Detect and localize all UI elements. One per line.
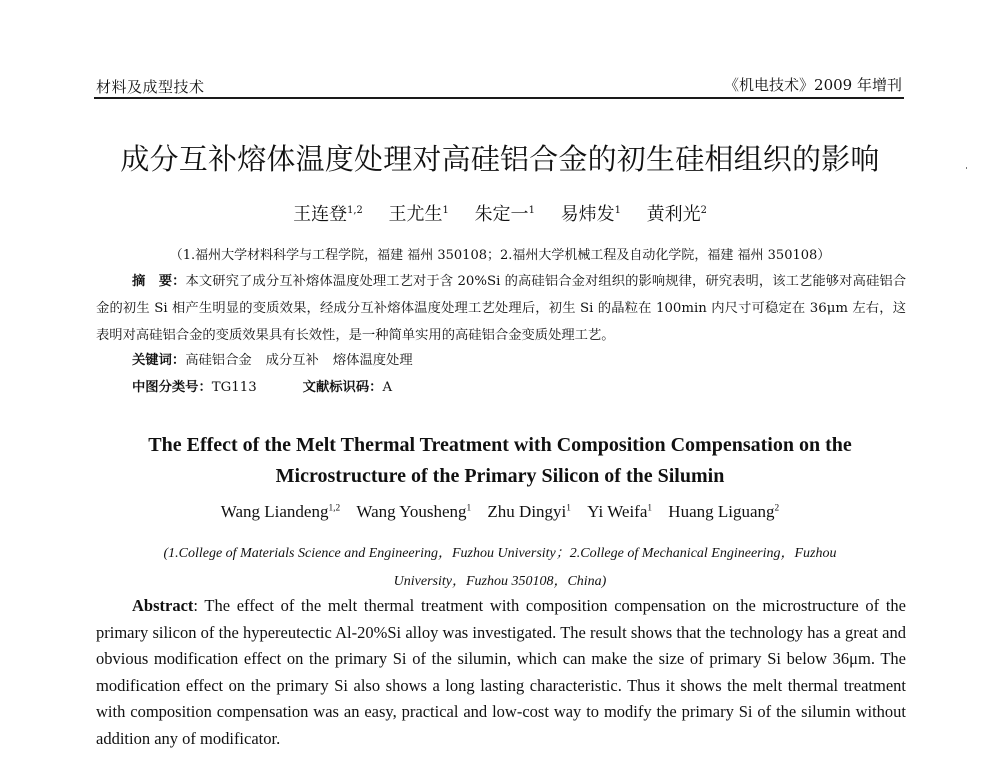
chinese-abstract-label: 摘 要： — [132, 274, 186, 289]
author-affiliation-mark: 1 — [466, 503, 472, 514]
clc-value: TG113 — [211, 380, 257, 395]
chinese-author — [389, 204, 449, 225]
author-name: 易炜发 — [560, 204, 615, 225]
chinese-author — [293, 204, 363, 225]
classification-line — [132, 376, 392, 395]
english-abstract-text: : The effect of the melt thermal treatment with composition compensation on the microstructure of the primary silicon of the hypereutectic Al-20%Si alloy was investigated. The result shows that the technology has a great and obvious modification effect on the primary Si of the silumin, which can make the size of primary Si below 36μm. The modification effect on the primary Si also shows a long lasting characteristic. Thus it shows the melt thermal treatment with composition compensation was an easy, practical and low-cost way to modify the primary Si of the silumin without addition any of modificator. — [96, 596, 906, 748]
author-name: Yi Weifa — [587, 502, 648, 521]
keyword: 高硅铝合金 — [185, 353, 252, 368]
running-header-journal: 《机电技术》2009 年增刊 — [724, 76, 902, 94]
author-name: 王尤生 — [388, 204, 443, 225]
chinese-keywords — [132, 349, 427, 368]
author-affiliation-mark: 2 — [774, 503, 780, 514]
author-name: 黄利光 — [646, 204, 701, 225]
english-title-line-1: The Effect of the Melt Thermal Treatment with Composition Compensation on the — [148, 434, 852, 456]
english-author — [587, 502, 652, 521]
english-affiliation: (1.College of Materials Science and Engineering，Fuzhou University；2.College of Mechanical Engineering，Fuzhou University，Fuzhou 350108，China) — [163, 546, 837, 589]
author-affiliation-mark: 1 — [647, 503, 653, 514]
english-title — [0, 430, 1000, 492]
chinese-abstract — [96, 268, 906, 349]
author-affiliation-mark: 1 — [566, 503, 571, 514]
keywords-label: 关键词： — [132, 353, 186, 368]
english-author — [356, 502, 471, 521]
author-affiliation-mark: 2 — [700, 205, 707, 216]
english-author — [668, 502, 779, 521]
author-name: Zhu Dingyi — [487, 502, 567, 521]
clc-label: 中图分类号： — [132, 380, 212, 395]
chinese-title: 成分互补熔体温度处理对高硅铝合金的初生硅相组织的影响 — [120, 142, 880, 176]
chinese-affiliation: （1.福州大学材料科学与工程学院，福建 福州 350108；2.福州大学机械工程及自动化学院，福建 福州 350108） — [169, 248, 831, 263]
english-abstract — [96, 593, 906, 752]
author-affiliation-mark: 1,2 — [328, 503, 341, 514]
header-rule — [94, 97, 904, 99]
author-affiliation-mark: 1,2 — [347, 205, 363, 216]
english-author-list — [0, 502, 1000, 522]
english-abstract-label: Abstract — [132, 596, 194, 615]
chinese-author-list — [0, 200, 1000, 226]
author-name: 朱定一 — [474, 204, 529, 225]
chinese-author — [647, 204, 707, 225]
chinese-author — [561, 204, 621, 225]
document-code-label: 文献标识码： — [302, 380, 383, 395]
author-affiliation-mark: 1 — [614, 205, 621, 216]
keyword: 熔体温度处理 — [332, 353, 413, 368]
author-affiliation-mark: 1 — [528, 205, 535, 216]
author-affiliation-mark: 1 — [442, 205, 449, 216]
keyword: 成分互补 — [265, 353, 319, 368]
author-name: Huang Liguang — [668, 502, 775, 521]
running-header-section: 材料及成型技术 — [96, 78, 205, 96]
document-code-value: A — [382, 380, 393, 395]
chinese-abstract-text: 本文研究了成分互补熔体温度处理工艺对于含 20%Si 的高硅铝合金对组织的影响规律，研究表明，该工艺能够对高硅铝合金的初生 Si 相产生明显的变质效果，经成分互补熔体温度处理工艺处理后，初生 Si 的晶粒在 100min 内尺寸可稳定在 36μm 左右，这表明对高硅铝合金的变质效果具有长效性，是一种简单实用的高硅铝合金变质处理工艺。 — [96, 274, 907, 343]
english-author — [221, 502, 340, 521]
english-author — [487, 502, 571, 521]
chinese-author — [475, 204, 535, 225]
english-title-line-2: Microstructure of the Primary Silicon of the Silumin — [275, 465, 725, 487]
author-name: 王连登 — [293, 204, 348, 225]
author-name: Wang Liandeng — [220, 502, 329, 521]
author-name: Wang Yousheng — [356, 502, 467, 521]
